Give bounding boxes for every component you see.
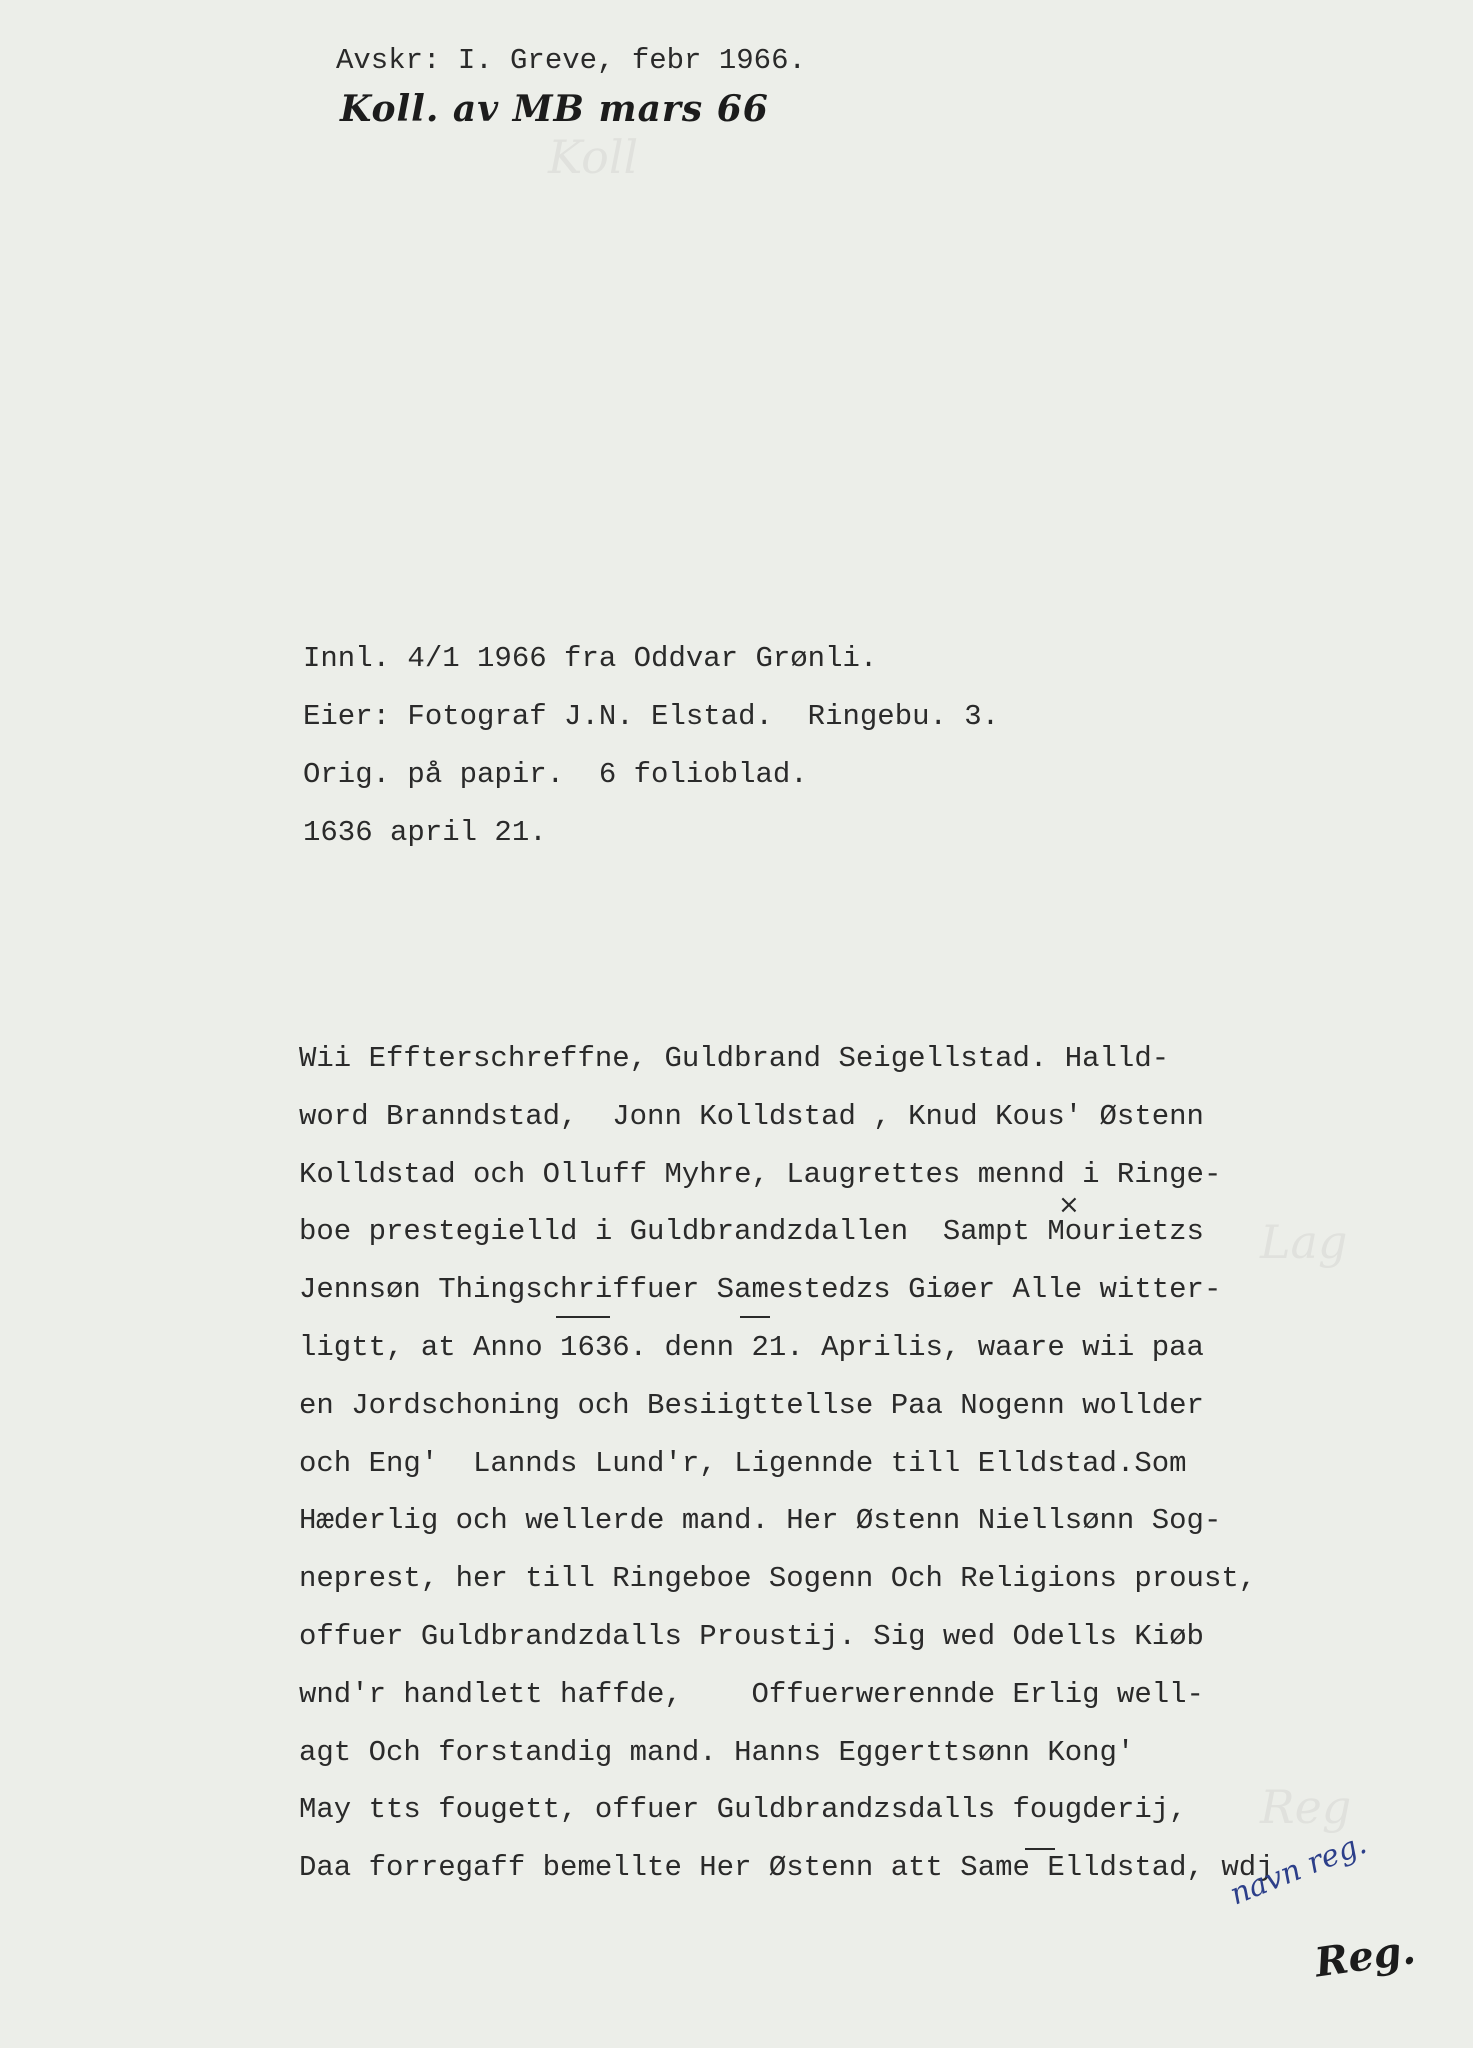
body-line: word Branndstad, Jonn Kolldstad , Knud Kous' Østenn <box>299 1099 1204 1133</box>
body-line: Kolldstad och Olluff Myhre, Laugrettes mennd i Ringe- <box>299 1157 1222 1191</box>
body-line: ligtt, at Anno 1636. denn 21. Aprilis, waare wii paa <box>299 1330 1204 1364</box>
body-line: och Eng' Lannds Lund'r, Ligennde till Elldstad.Som <box>299 1446 1187 1480</box>
overline-mark <box>740 1316 770 1318</box>
metadata-line-date: 1636 april 21. <box>303 816 547 849</box>
body-line: en Jordschoning och Besiigttellse Paa Nogenn wollder <box>299 1388 1204 1422</box>
faint-bleedthrough-mark: Reg <box>1260 1780 1352 1834</box>
body-line: neprest, her till Ringeboe Sogenn Och Religions proust, <box>299 1562 1257 1596</box>
handwritten-check-note: Koll. av MB mars 66 <box>340 88 769 130</box>
body-line: Wii Effterschreffne, Guldbrand Seigellstad. Halld- <box>299 1042 1170 1075</box>
metadata-line-received: Innl. 4/1 1966 fra Oddvar Grønli. <box>303 642 878 675</box>
faint-bleedthrough-mark: Koll <box>548 130 639 184</box>
archive-metadata <box>303 630 999 862</box>
body-line: offuer Guldbrandzdalls Proustij. Sig wed Odells Kiøb <box>299 1619 1204 1653</box>
body-line: wnd'r handlett haffde, Offuerwerennde Erlig well- <box>299 1677 1204 1711</box>
body-line: May tts fougett, offuer Guldbrandzsdalls fougderij, <box>299 1793 1187 1827</box>
metadata-line-owner: Eier: Fotograf J.N. Elstad. Ringebu. 3. <box>303 700 1000 733</box>
overline-mark <box>1025 1848 1055 1850</box>
metadata-line-original: Orig. på papir. 6 folioblad. <box>303 758 808 791</box>
body-line: agt Och forstandig mand. Hanns Eggerttsønn Kong' <box>299 1735 1135 1769</box>
overline-mark <box>556 1316 610 1318</box>
body-line: Hæderlig och wellerde mand. Her Østenn Niellsønn Sog- <box>299 1504 1222 1538</box>
body-line: Daa forregaff bemellte Her Østenn att Same Elldstad, wdj <box>299 1851 1274 1885</box>
handwritten-register-note: navn reg. <box>1225 1826 1372 1913</box>
insertion-mark: × <box>1058 1190 1080 1220</box>
body-line: boe prestegielld i Guldbrandzdallen Sampt Mourietzs <box>299 1215 1204 1249</box>
handwritten-reg-note: Reg. <box>1312 1926 1419 1987</box>
body-line: Jennsøn Thingschriffuer Samestedzs Giøer Alle witter- <box>299 1273 1222 1307</box>
transcription-header: Avskr: I. Greve, febr 1966. <box>336 44 806 77</box>
document-body <box>299 1030 1274 1897</box>
faint-bleedthrough-mark: Lag <box>1260 1215 1348 1269</box>
